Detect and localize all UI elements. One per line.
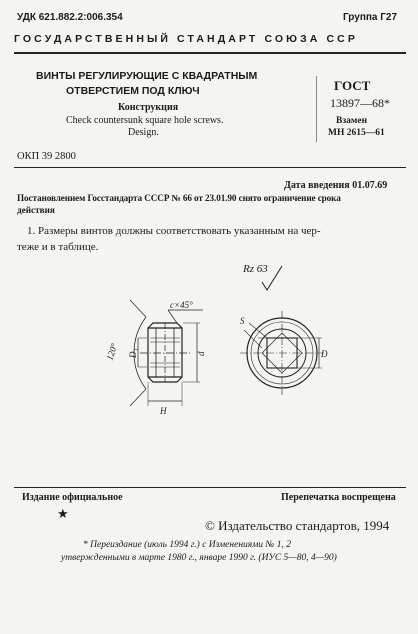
subtitle: Конструкция [118,102,179,113]
gost-label: ГОСТ [334,78,371,93]
gost-number: 13897—68* [330,96,390,110]
english-title-line-2: Design. [128,127,159,138]
h-label: H [160,406,167,416]
screw-drawing [0,258,418,438]
paragraph-1-line-2: теже и в таблице. [17,241,99,253]
big-d-label: D [321,349,328,359]
chamfer-label: c×45° [170,300,193,310]
d1-label: D₁ [128,348,138,358]
effective-date: Дата введения 01.07.69 [284,180,388,191]
title-line-2: ОТВЕРСТИЕМ ПОД КЛЮЧ [66,85,200,97]
star-mark: ★ [57,506,69,521]
note-line-1: * Переиздание (июль 1994 г.) с Изменениями № 1, 2 [83,540,291,550]
english-title-line-1: Check countersunk square hole screws. [66,115,224,126]
title-line-1: ВИНТЫ РЕГУЛИРУЮЩИЕ С КВАДРАТНЫМ [36,70,258,82]
standard-banner: ГОСУДАРСТВЕННЫЙ СТАНДАРТ СОЮЗА ССР [14,33,358,45]
replaces-value: МН 2615—61 [328,128,385,138]
okp-code: ОКП 39 2800 [17,151,76,162]
screw-end-view [240,311,324,395]
footer-rule-top [14,487,406,488]
s-label: S [240,316,245,326]
roughness-symbol [242,263,282,290]
title-divider [316,76,317,142]
header-rule [14,52,406,54]
reprint-notice: Перепечатка воспрещена [281,492,396,503]
decree-line-2: действия [17,205,55,215]
copyright: © Издательство стандартов, 1994 [205,518,390,533]
okp-rule [14,167,406,168]
d-label: d [196,351,206,356]
roughness-label: Rz 63 [243,263,268,275]
note-line-2: утвержденными в марте 1980 г., январе 1990 г. (ИУС 5—80, 4—90) [61,553,337,563]
official-edition: Издание официальное [22,492,123,503]
udk-code: УДК 621.882.2:006.354 [17,12,123,23]
decree-line-1: Постановлением Госстандарта СССР № 66 от 23.01.90 снято ограничение срока [17,193,341,203]
paragraph-1-line-1: 1. Размеры винтов должны соответствовать указанным на чер- [27,225,321,237]
group-code: Группа Г27 [343,12,398,23]
replaces-label: Взамен [336,116,368,126]
screw-side-view [130,300,203,406]
angle-label: 120° [104,342,120,362]
